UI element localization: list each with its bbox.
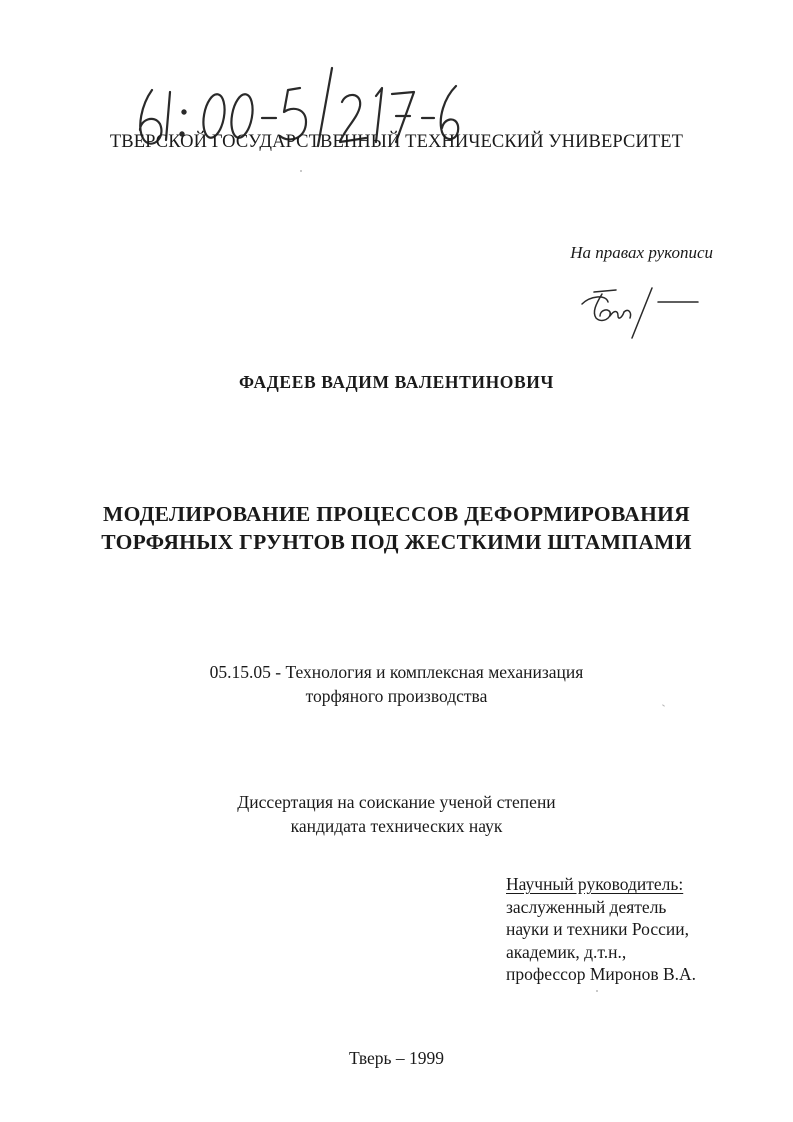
degree-line-2: кандидата технических наук: [290, 816, 503, 836]
scan-speck: [596, 990, 598, 992]
supervisor-line-1: заслуженный деятель: [506, 896, 667, 917]
specialty-line-1: 05.15.05 - Технология и комплексная механизация: [209, 662, 584, 682]
dissertation-title: [0, 500, 793, 556]
supervisor-heading: Научный руководитель:: [506, 874, 684, 894]
supervisor-line-4: профессор Миронов В.А.: [506, 964, 697, 984]
author-name: ФАДЕЕВ ВАДИМ ВАЛЕНТИНОВИЧ: [239, 372, 554, 392]
supervisor-line-3: академик, д.т.н.,: [506, 941, 627, 962]
degree-line-1: Диссертация на соискание ученой степени: [237, 792, 556, 812]
title-line-2: ТОРФЯНЫХ ГРУНТОВ ПОД ЖЕСТКИМИ ШТАМПАМИ: [101, 530, 692, 554]
manuscript-note: На правах рукописи: [570, 243, 713, 262]
scan-speck: [300, 170, 302, 172]
supervisor-block: [506, 873, 696, 986]
university-name: ТВЕРСКОЙ ГОСУДАРСТВЕННЫЙ ТЕХНИЧЕСКИЙ УНИВЕРСИТЕТ: [109, 132, 684, 152]
handwritten-signature: [572, 282, 702, 342]
specialty-line-2: торфяного производства: [305, 686, 488, 706]
supervisor-line-2: науки и техники России,: [506, 919, 690, 939]
title-line-1: МОДЕЛИРОВАНИЕ ПРОЦЕССОВ ДЕФОРМИРОВАНИЯ: [103, 502, 690, 526]
specialty-block: [0, 660, 793, 708]
place-and-year: Тверь – 1999: [349, 1048, 444, 1068]
degree-block: [0, 790, 793, 838]
